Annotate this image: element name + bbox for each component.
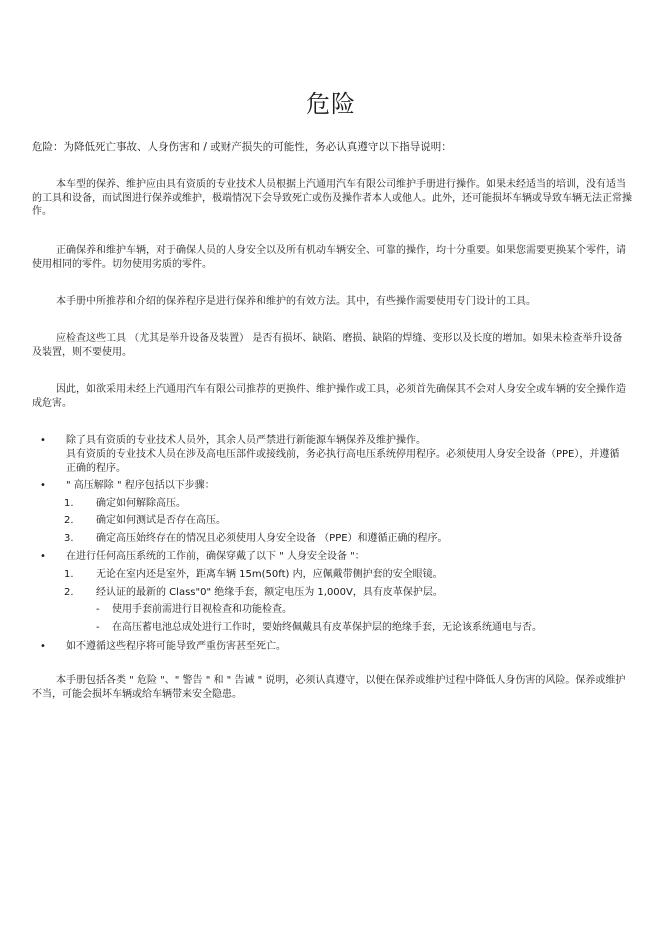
bullet-qualified-personnel: 除了具有资质的专业技术人员外，其余人员严禁进行新能源车辆保养及维护操作。 (66, 435, 426, 446)
bullet-mark: • (40, 480, 46, 491)
step-text: 经认证的最新的 Class"0" 绝缘手套，额定电压为 1,000V，具有皮革保护层。 (96, 587, 443, 598)
bullet-warning-consequence: 如不遵循这些程序将可能导致严重伤害甚至死亡。 (66, 641, 286, 652)
step-text: 确定如何测试是否存在高压。 (96, 515, 226, 526)
paragraph-tool-inspection: 应检查这些工具 （尤其是举升设备及装置） 是否有损坏、缺陷、磨损、缺陷的焊缝、变形以及长度的增加。如果未检查举升设备及装置，则不要使用。 (32, 333, 623, 358)
dash-mark: - (96, 604, 100, 615)
paragraph-maintenance-qualification: 本车型的保养、维护应由具有资质的专业技术人员根据上汽通用汽车有限公司维护手册进行操作。如果未经适当的培训，没有适当的工具和设备，而试图进行保养或维护，极端情况下会导致死亡或伤及操作者本人或他人。此外，还可能损坏车辆或导致车辆无法正常操作。 (32, 179, 632, 217)
intro-line: 危险：为降低死亡事故、人身伤害和 / 或财产损失的可能性，务必认真遵守以下指导说明： (32, 141, 452, 153)
paragraph-correct-maintenance: 正确保养和维护车辆，对于确保人员的人身安全以及所有机动车辆安全、可靠的操作，均十分重要。如果您需要更换某个零件，请使用相同的零件。切勿使用劣质的零件。 (32, 245, 626, 270)
bullet-personal-protective-equipment: 在进行任何高压系统的工作前，确保穿戴了以下 " 人身安全设备 "： (66, 551, 365, 562)
bullet-mark: • (40, 641, 46, 652)
paragraph-non-recommended-parts: 因此，如欲采用未经上汽通用汽车有限公司推荐的更换件、维护操作或工具，必须首先确保其不会对人身安全或车辆的安全操作造成危害。 (32, 384, 626, 409)
step-number: 2. (64, 587, 74, 598)
bullet-mark: • (40, 551, 46, 562)
step-text: 确定如何解除高压。 (96, 498, 186, 509)
step-number: 2. (64, 515, 74, 526)
step-text: 无论在室内还是室外，距离车辆 15m(50ft) 内，应佩戴带侧护套的安全眼镜。 (96, 569, 443, 580)
dash-item-text: 使用手套前需进行目视检查和功能检查。 (112, 604, 292, 615)
step-number: 1. (64, 498, 74, 509)
paragraph-recommended-procedures: 本手册中所推荐和介绍的保养程序是进行保养和维护的有效方法。其中，有些操作需要使用专门设计的工具。 (56, 296, 536, 307)
bullet-high-voltage-disable: " 高压解除 " 程序包括以下步骤： (66, 480, 215, 491)
bullet-mark: • (40, 435, 46, 446)
dash-mark: - (96, 622, 100, 633)
page-title: 危险 (306, 90, 356, 118)
step-text: 确定高压始终存在的情况且必须使用人身安全设备 （PPE）和遵循正确的程序。 (96, 533, 448, 544)
dash-item-text: 在高压蓄电池总成处进行工作时，要始终佩戴具有皮革保护层的绝缘手套，无论该系统通电与否。 (112, 622, 542, 633)
step-number: 1. (64, 569, 74, 580)
paragraph-closing-notice: 本手册包括各类 " 危险 "、" 警告 " 和 " 告诫 " 说明，必须认真遵守，以便在保养或维护过程中降低人身伤害的风险。保养或维护不当，可能会损坏车辆或给车辆带来安全隐患。 (32, 675, 626, 700)
bullet-qualified-personnel-detail: 具有资质的专业技术人员在涉及高电压部件或接线前，务必执行高电压系统停用程序。必须使用人身安全设备（PPE），并遵循正确的程序。 (66, 449, 620, 474)
step-number: 3. (64, 533, 74, 544)
